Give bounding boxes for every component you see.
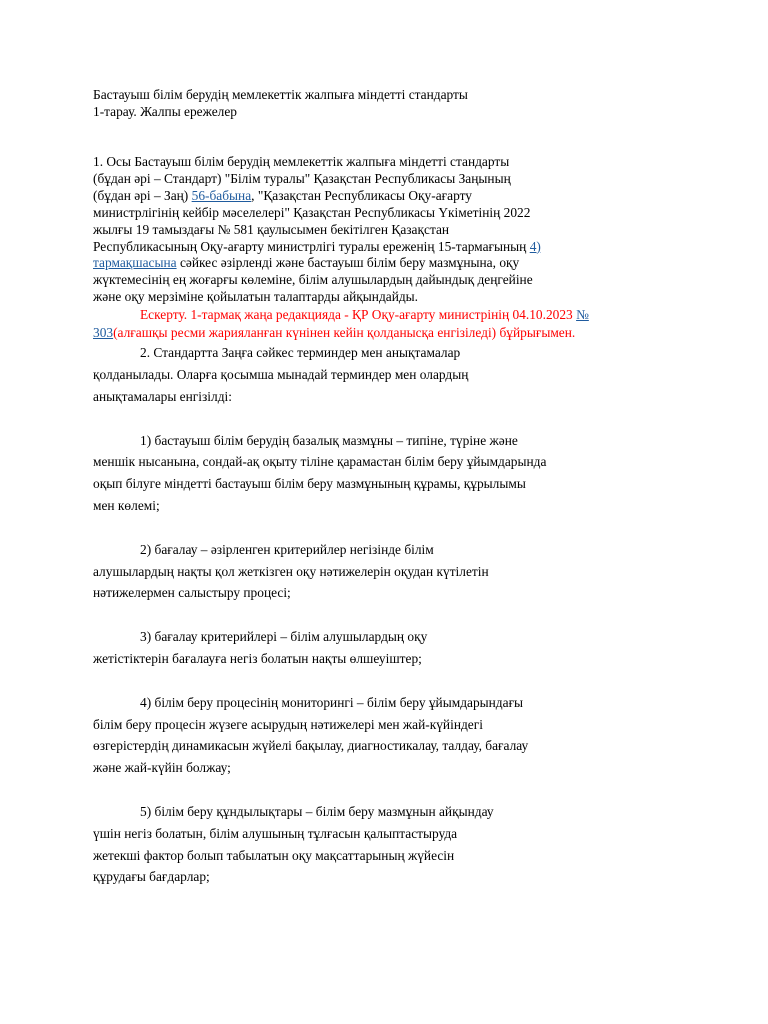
document-page (93, 86, 653, 888)
amendment-note-text-a: Ескерту. 1-тармақ жаңа редакцияда - ҚР Оқу-ағарту министрінің 04.10.2023 (140, 307, 577, 323)
paragraph-2: 2. Стандартта Заңға сәйкес терминдер мен анықтамалар қолданылады. Оларға қосымша мынадай терминдер мен олардың анықтамалары енгізілді: (93, 345, 469, 404)
chapter-heading: 1-тарау. Жалпы ережелер (93, 104, 237, 119)
spacer (93, 604, 653, 626)
term-1: 1) бастауыш білім берудің базалық мазмұны – типіне, түріне және меншік нысанына, сондай-ақ оқыту тіліне қарамастан білім беру ұйымдарында оқып білуге міндетті бастауыш білім беру мазмұнының құрамы, құрылымы мен көлемі; (93, 432, 547, 513)
spacer (93, 517, 653, 539)
spacer (93, 408, 653, 430)
paragraph-1-text-b: , "Қазақстан Республикасы Оқу-ағарту министрлігінің кейбір мәселелері" Қазақстан Республикасы Үкіметінің 2022 жылғы 19 тамыздағы № 581 қаулысымен бекітілген Қазақстан Республикасының Оқу-ағарту министрлігі туралы ереженің 15-тармағының (93, 187, 531, 254)
amendment-note-text-b: (алғашқы ресми жарияланған күнінен кейін қолданысқа енгізіледі) бұйрығымен. (113, 325, 576, 341)
spacer (93, 670, 653, 692)
term-5: 5) білім беру құндылықтары – білім беру мазмұнын айқындау үшін негіз болатын, білім алушының тұлғасын қалыптастыруда жетекші фактор болып табылатын оқу мақсаттарының жүйесін құрудағы бағдарлар; (93, 803, 494, 885)
spacer (93, 779, 653, 801)
subparagraph-4-link[interactable]: 4) тармақшасына (93, 238, 541, 271)
order-303-link[interactable]: № 303 (93, 307, 589, 341)
amendment-note (46, 306, 653, 342)
document-title: Бастауыш білім берудің мемлекеттік жалпыға міндетті стандарты (93, 87, 468, 102)
term-3: 3) бағалау критерийлері – білім алушылардың оқу жетістіктерін бағалауға негіз болатын нақты өлшеуіштер; (93, 629, 428, 666)
paragraph-1-text-a: 1. Осы Бастауыш білім берудің мемлекеттік жалпыға міндетті стандарты (бұдан әрі – Стандарт) "Білім туралы" Қазақстан Республикасы Заңының (бұдан әрі – Заң) (93, 154, 511, 203)
paragraph-1 (93, 154, 543, 306)
term-4: 4) білім беру процесінің мониторингі – білім беру ұйымдарындағы білім беру процесін жүзеге асырудың нәтижелері мен жай-күйіндегі өзгерістердің динамикасын жүйелі бақылау, диагностикалау, талдау, бағалау және жай-күйін болжау; (93, 694, 529, 776)
term-2: 2) бағалау – әзірленген критерийлер негізінде білім алушылардың нақты қол жеткізген оқу нәтижелерін оқудан күтілетін нәтижелермен салыстыру процесі; (93, 541, 489, 601)
article-56-link[interactable]: 56-бабына (191, 187, 252, 203)
paragraph-1-text-c: сәйкес әзірленді және бастауыш білім беру мазмұнына, оқу жүктемесінің ең жоғарғы көлеміне, білім алушылардың дайындық деңгейіне және оқу мерзіміне қойылатын талаптарды айқындайды. (93, 255, 533, 305)
